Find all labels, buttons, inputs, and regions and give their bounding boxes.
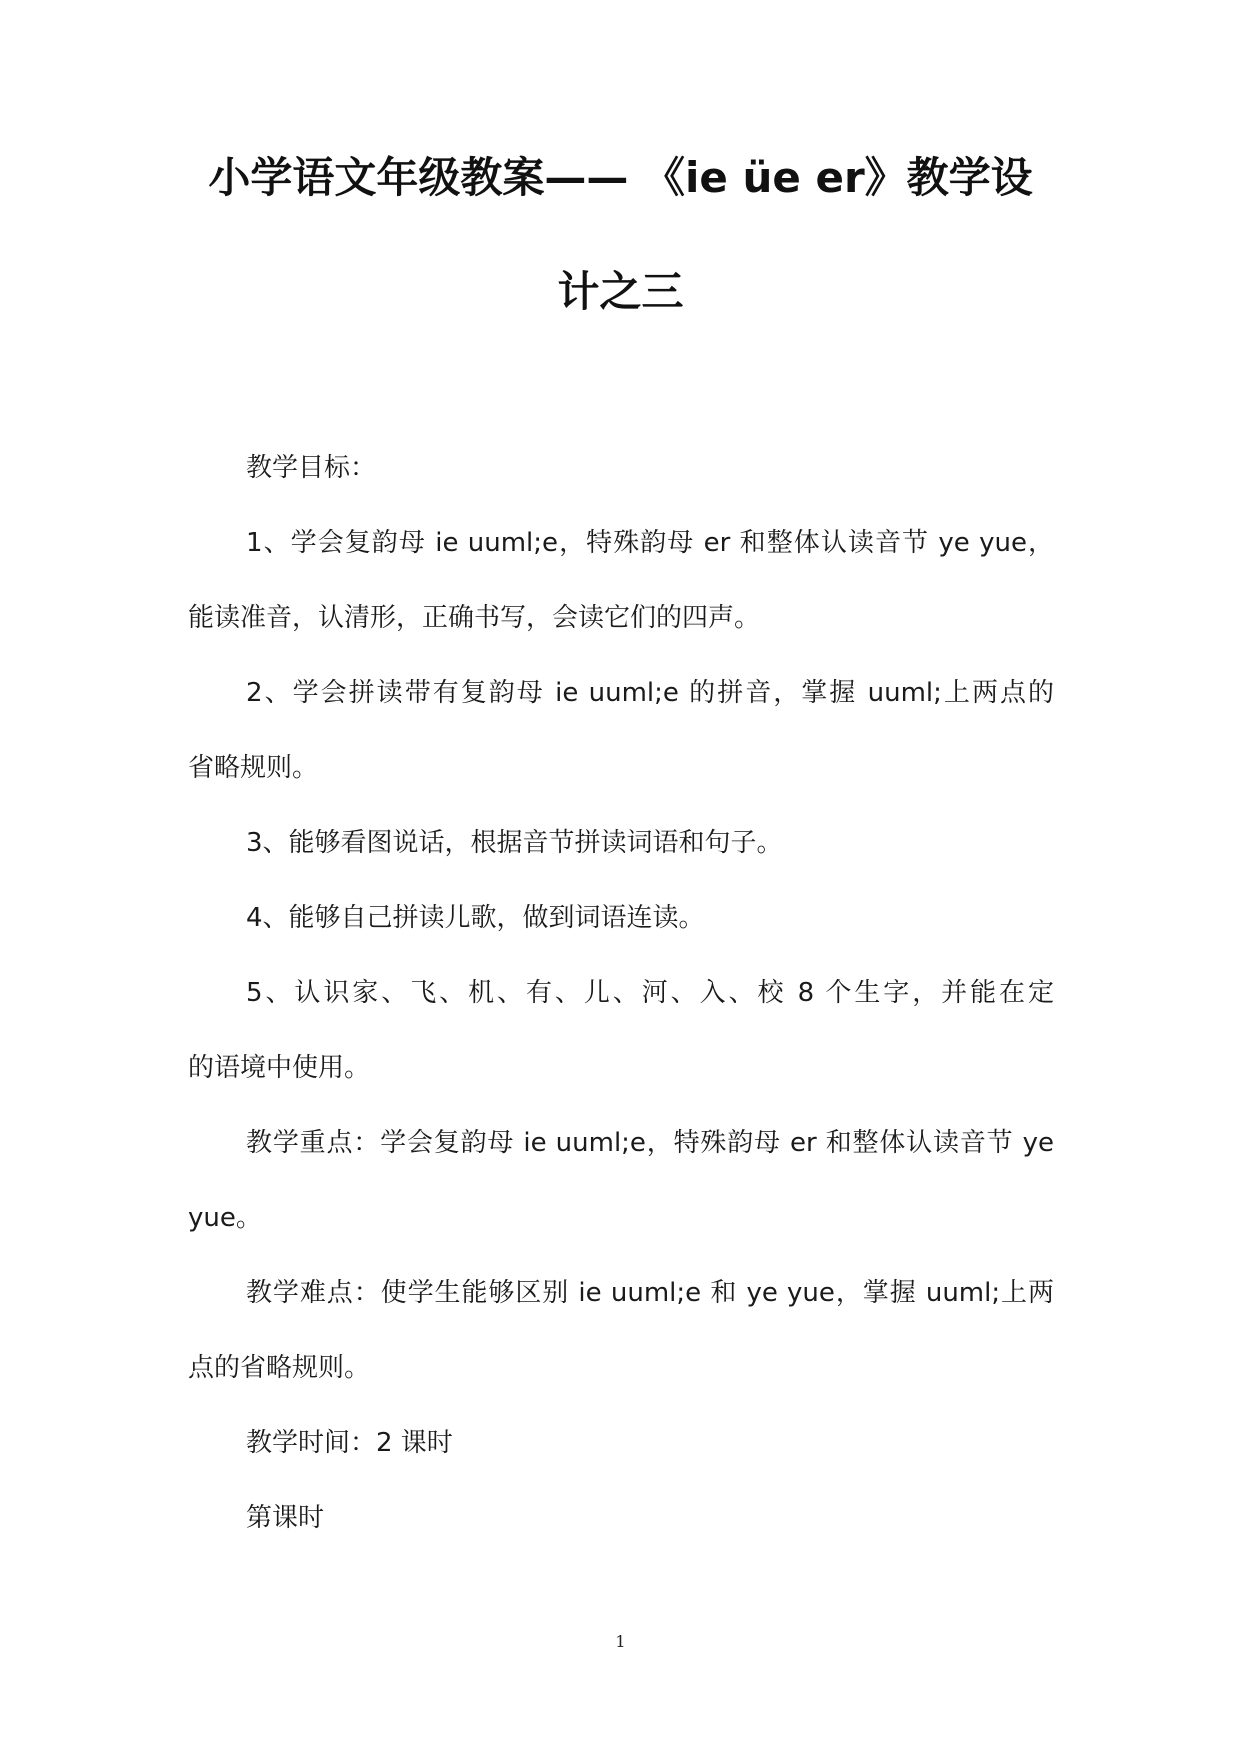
objective-5-line-2: 的语境中使用。 (188, 1053, 371, 1083)
difficulties-line-1: 教学难点：使学生能够区别 ie uuml;e 和 ye yue，掌握 uuml;上两 (246, 1278, 1054, 1308)
page-number: 1 (615, 1632, 626, 1651)
document-title-line-2: 计之三 (557, 267, 684, 316)
objective-2-line-1: 2、学会拼读带有复韵母 ie uuml;e 的拼音，掌握 uuml;上两点的 (246, 678, 1054, 708)
document-title-line-1: 小学语文年级教案—— 《ie üe er》教学设 (208, 153, 1033, 202)
objective-1-line-2: 能读准音，认清形，正确书写，会读它们的四声。 (188, 603, 761, 633)
objective-5-line-1: 5、认识家、飞、机、有、儿、河、入、校 8 个生字，并能在定 (246, 978, 1054, 1008)
objective-2-line-2: 省略规则。 (188, 753, 319, 783)
key-points-line-1: 教学重点：学会复韵母 ie uuml;e，特殊韵母 er 和整体认读音节 ye (246, 1128, 1054, 1158)
objective-4: 4、能够自己拼读儿歌，做到词语连读。 (246, 903, 705, 933)
key-points-line-2: yue。 (188, 1203, 262, 1233)
objective-1-line-1: 1、学会复韵母 ie uuml;e，特殊韵母 er 和整体认读音节 ye yue， (246, 528, 1054, 558)
objective-3: 3、能够看图说话，根据音节拼读词语和句子。 (246, 828, 783, 858)
teaching-time: 教学时间：2 课时 (246, 1428, 453, 1458)
lesson-heading: 第课时 (246, 1503, 325, 1533)
difficulties-line-2: 点的省略规则。 (188, 1353, 371, 1383)
section-heading-objectives: 教学目标： (246, 453, 377, 483)
